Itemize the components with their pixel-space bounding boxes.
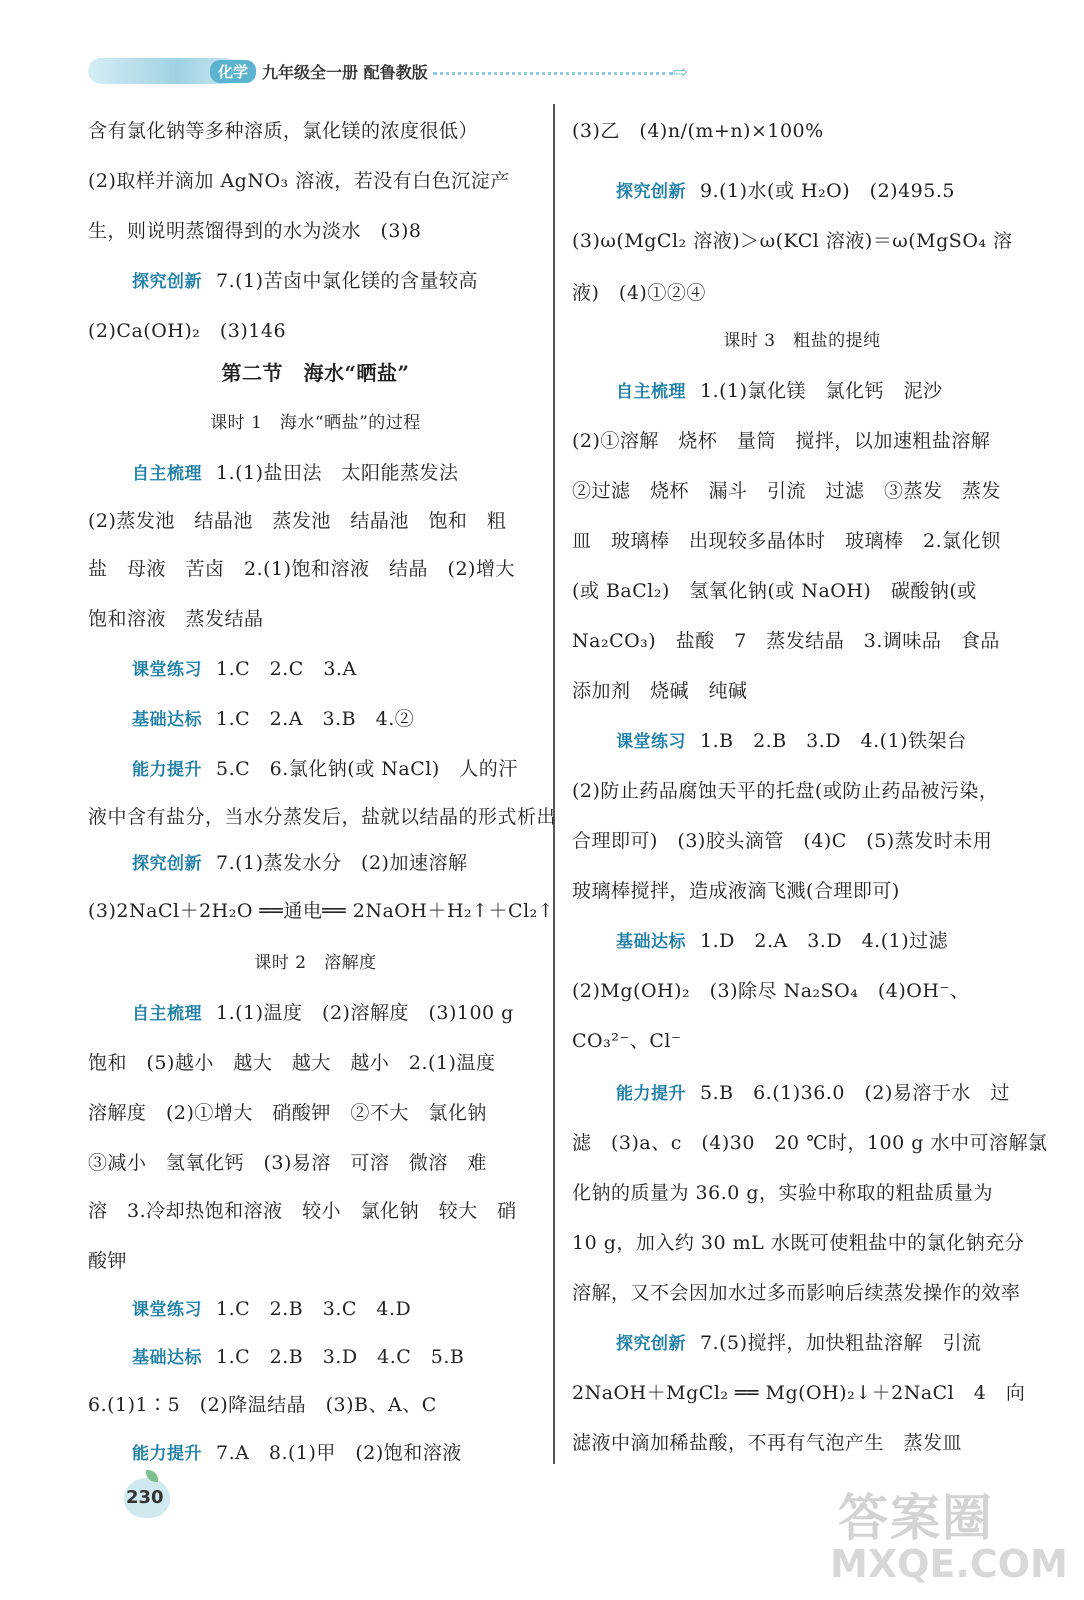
section-tag: 探究创新 (132, 854, 202, 874)
text-line (572, 1080, 1010, 1107)
answer-text: (2)取样并滴加 AgNO₃ 溶液，若没有白色沉淀产 (88, 170, 510, 192)
answer-text: 1.B 2.B 3.D 4.(1)铁架台 (700, 730, 967, 752)
text-line (88, 850, 467, 877)
text-line (88, 804, 556, 830)
text-line (572, 1130, 1047, 1156)
text-line (572, 1330, 982, 1357)
text-line (88, 1248, 127, 1274)
section-tag: 能力提升 (132, 760, 202, 780)
section-heading: 第二节 海水“晒盐” (221, 361, 410, 385)
text-line (572, 428, 990, 454)
text-line (572, 728, 967, 755)
section-tag: 基础达标 (132, 1348, 202, 1368)
text-line (572, 528, 1001, 554)
text-line (572, 1430, 962, 1456)
text-line (572, 280, 706, 306)
text-line (88, 460, 459, 487)
answer-text: (2)Mg(OH)₂ (3)除尽 Na₂SO₄ (4)OH⁻、 (572, 980, 970, 1002)
text-line (88, 118, 478, 144)
text-line (88, 508, 506, 534)
answer-text: 1.C 2.B 3.D 4.C 5.B (216, 1346, 465, 1368)
text-line (572, 678, 748, 704)
arrow-icon: ⇨ (673, 62, 689, 83)
text-line (572, 1280, 1021, 1306)
answer-text: 滤液中滴加稀盐酸，不再有气泡产生 蒸发皿 (572, 1432, 963, 1454)
text-line (572, 118, 824, 144)
answer-text: 7.(1)苦卤中氯化镁的含量较高 (216, 270, 479, 292)
text-line (572, 228, 1013, 254)
text-line (88, 1100, 487, 1126)
watermark (818, 1478, 1068, 1588)
answer-text: 滤 (3)a、c (4)30 20 ℃时，100 g 水中可溶解氯 (572, 1132, 1048, 1154)
answer-text: 1.C 2.B 3.C 4.D (216, 1298, 412, 1320)
section-tag: 自主梳理 (132, 1004, 202, 1024)
answer-text: 添加剂 烧碱 纯碱 (572, 680, 748, 702)
answer-text: Na₂CO₃) 盐酸 7 蒸发结晶 3.调味品 食品 (572, 630, 1000, 652)
text-line (88, 1392, 437, 1418)
text-line (572, 378, 943, 405)
answer-text: 10 g，加入约 30 mL 水既可使粗盐中的氯化钠充分 (572, 1232, 1025, 1254)
answer-text: 玻璃棒搅拌，造成液滴飞溅(合理即可) (572, 880, 900, 902)
answer-text: ③减小 氢氧化钙 (3)易溶 可溶 微溶 难 (88, 1152, 487, 1174)
section-tag: 探究创新 (616, 1334, 686, 1354)
text-line (88, 1050, 495, 1076)
section-tag: 能力提升 (132, 1444, 202, 1464)
text-line (572, 1230, 1024, 1256)
text-line (572, 778, 998, 804)
text-line (88, 168, 510, 194)
answer-text: 7.A 8.(1)甲 (2)饱和溶液 (216, 1442, 462, 1464)
answer-text: 酸钾 (88, 1250, 128, 1272)
text-line (88, 656, 357, 683)
answer-text: (2)①溶解 烧杯 量筒 搅拌，以加速粗盐溶解 (572, 430, 991, 452)
answer-text: 5.B 6.(1)36.0 (2)易溶于水 过 (700, 1082, 1010, 1104)
answer-text: 1.(1)氯化镁 氯化钙 泥沙 (700, 380, 943, 402)
section-tag: 自主梳理 (132, 464, 202, 484)
section-tag: 基础达标 (616, 932, 686, 952)
header-subject: 化学 (210, 60, 256, 83)
text-line (88, 898, 554, 924)
watermark-url: MXQE.COM (830, 1542, 1068, 1586)
page-number-badge (120, 1478, 176, 1518)
text-line (88, 1440, 462, 1467)
answer-text: 溶 3.冷却热饱和溶液 较小 氯化钠 较大 硝 (88, 1200, 517, 1222)
lesson-heading: 课时 2 溶解度 (254, 953, 377, 973)
page-header (88, 52, 708, 88)
text-line (88, 1296, 411, 1323)
section-tag: 基础达标 (132, 710, 202, 730)
answer-text: 饱和 (5)越小 越大 越大 越小 2.(1)温度 (88, 1052, 496, 1074)
text-line (88, 318, 286, 344)
text-line (572, 1380, 1025, 1406)
answer-text: ②过滤 烧杯 漏斗 引流 过滤 ③蒸发 蒸发 (572, 480, 1002, 502)
answer-text: 盐 母液 苦卤 2.(1)饱和溶液 结晶 (2)增大 (88, 558, 515, 580)
answer-text: 7.(5)搅拌，加快粗盐溶解 引流 (700, 1332, 982, 1354)
text-line (572, 828, 992, 854)
answer-text: (2)蒸发池 结晶池 蒸发池 结晶池 饱和 粗 (88, 510, 507, 532)
text-line (572, 1180, 993, 1206)
text-line (572, 978, 969, 1004)
page-number: 230 (126, 1487, 164, 1508)
lesson-heading: 课时 3 粗盐的提纯 (723, 331, 881, 351)
answer-text: 5.C 6.氯化钠(或 NaCl) 人的汗 (216, 758, 518, 780)
text-line (88, 556, 515, 582)
answer-text: 含有氯化钠等多种溶质，氯化镁的浓度很低） (88, 120, 479, 142)
text-line (88, 1000, 514, 1027)
text-line (88, 756, 518, 783)
text-line (572, 628, 1000, 654)
answer-text: 化钠的质量为 36.0 g，实验中称取的粗盐质量为 (572, 1182, 994, 1204)
answer-text: 6.(1)1∶5 (2)降温结晶 (3)B、A、C (88, 1394, 437, 1416)
answer-text: 溶解度 (2)①增大 硝酸钾 ②不大 氯化钠 (88, 1102, 487, 1124)
answer-text: 9.(1)水(或 H₂O) (2)495.5 (700, 180, 955, 202)
answer-text: 1.(1)温度 (2)溶解度 (3)100 g (216, 1002, 514, 1024)
section-tag: 探究创新 (132, 272, 202, 292)
answer-text: 1.(1)盐田法 太阳能蒸发法 (216, 462, 459, 484)
section-tag: 课堂练习 (616, 732, 686, 752)
text-line (88, 218, 422, 244)
answer-text: 液) (4)①②④ (572, 282, 706, 304)
text-line (88, 1198, 517, 1224)
text-line (88, 606, 264, 632)
text-line (572, 1028, 682, 1054)
answer-text: 1.C 2.A 3.B 4.② (216, 708, 415, 730)
answer-text: 饱和溶液 蒸发结晶 (88, 608, 264, 630)
answer-text: (3)乙 (4)n/(m+n)×100% (572, 120, 824, 142)
text-line (88, 706, 414, 733)
answer-text: 1.C 2.C 3.A (216, 658, 357, 680)
header-title: 九年级全一册 配鲁教版 (262, 63, 428, 82)
section-tag: 能力提升 (616, 1084, 686, 1104)
answer-text: 1.D 2.A 3.D 4.(1)过滤 (700, 930, 949, 952)
answer-text: 溶解，又不会因加水过多而影响后续蒸发操作的效率 (572, 1282, 1021, 1304)
lesson-heading: 课时 1 海水“晒盐”的过程 (210, 413, 421, 433)
text-line (88, 1344, 464, 1371)
answer-text: (2)防止药品腐蚀天平的托盘(或防止药品被污染， (572, 780, 999, 802)
answer-text: CO₃²⁻、Cl⁻ (572, 1030, 682, 1052)
section-tag: 探究创新 (616, 182, 686, 202)
text-line (572, 878, 900, 904)
text-line (572, 578, 977, 604)
section-tag: 课堂练习 (132, 1300, 202, 1320)
header-dotted-line (433, 72, 673, 75)
text-line (572, 928, 948, 955)
text-line (88, 268, 478, 295)
answer-text: 液中含有盐分，当水分蒸发后，盐就以结晶的形式析出 (88, 806, 557, 828)
answer-text: 生，则说明蒸馏得到的水为淡水 (3)8 (88, 220, 422, 242)
section-tag: 课堂练习 (132, 660, 202, 680)
answer-text: (3)ω(MgCl₂ 溶液)＞ω(KCl 溶液)＝ω(MgSO₄ 溶 (572, 230, 1013, 252)
answer-text: 7.(1)蒸发水分 (2)加速溶解 (216, 852, 468, 874)
text-line (88, 1150, 487, 1176)
column-divider (553, 104, 555, 1464)
answer-text: 皿 玻璃棒 出现较多晶体时 玻璃棒 2.氯化钡 (572, 530, 1001, 552)
section-tag: 自主梳理 (616, 382, 686, 402)
answer-text: 2NaOH＋MgCl₂ ══ Mg(OH)₂↓＋2NaCl 4 向 (572, 1382, 1026, 1404)
answer-text: (或 BaCl₂) 氢氧化钠(或 NaOH) 碳酸钠(或 (572, 580, 977, 602)
answer-text: (3)2NaCl＋2H₂O ══通电══ 2NaOH＋H₂↑＋Cl₂↑ (88, 900, 555, 922)
answer-text: 合理即可) (3)胶头滴管 (4)C (5)蒸发时未用 (572, 830, 993, 852)
watermark-logo: 答案圈 (838, 1489, 994, 1547)
answer-text: (2)Ca(OH)₂ (3)146 (88, 320, 287, 342)
text-line (572, 478, 1001, 504)
text-line (572, 178, 955, 205)
